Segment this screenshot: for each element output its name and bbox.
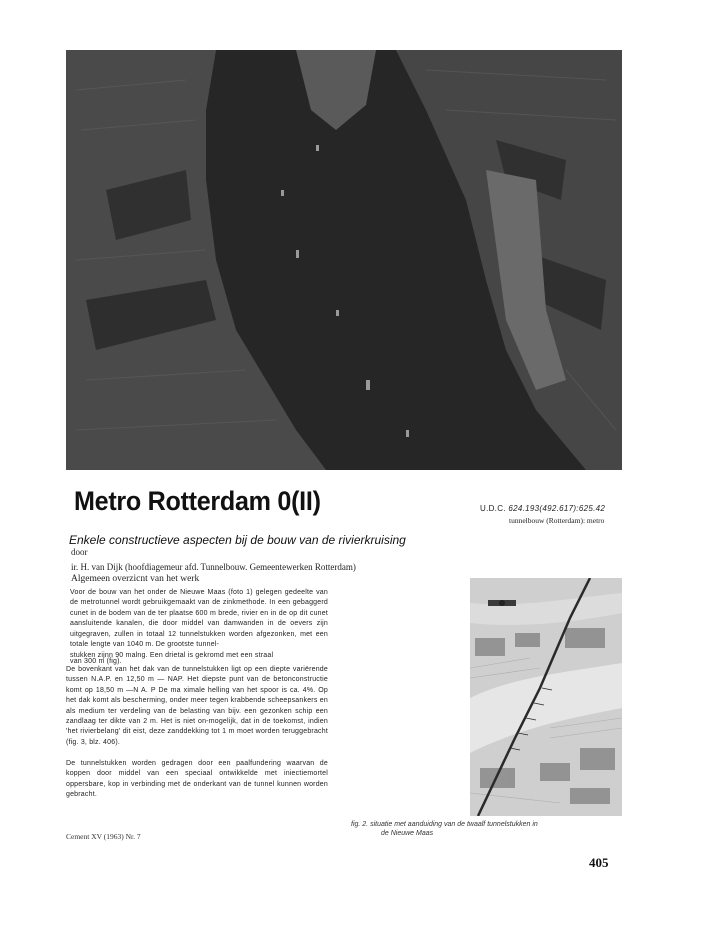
- body-paragraph-2: [66, 665, 328, 748]
- section-heading: Algemeen overzicnt van het werk: [71, 574, 200, 584]
- figure-caption-line-1: fig. 2. situatie met aanduiding van de twaalf tunnelstukken in: [351, 821, 538, 828]
- page-number: 405: [589, 855, 609, 870]
- figure-2-situation-map: [470, 578, 622, 816]
- body-paragraph-1: [70, 588, 328, 650]
- body-paragraph-1-overlap: [70, 653, 328, 665]
- author-line: ir. H. van Dijk (hoofdiagemeur afd. Tunnelbouw. Gemeentewerken Rotterdam): [71, 562, 356, 572]
- paragraph-1-text: Voor de bouw van het onder de Nieuwe Maas (foto 1) gelegen gedeelte van de metrotunnel wordt gebruikgemaakt van de zinkmethode. In een gebaggerd cunet in de bodem van de ter plaatse 600 m brede, rivier en in de op dit cunet aansluitende kanalen, die door middel van damwanden in de oevers zijn uitgegraven, zullen in totaal 12 tunnelstukken worden afgezonken, met een totale lengte van 1040 m. De grootste tunnel-: [70, 589, 328, 649]
- journal-footer: Cement XV (1963) Nr. 7: [66, 832, 141, 841]
- byline-door: door: [71, 547, 88, 557]
- body-paragraph-3: [66, 759, 328, 801]
- paragraph-2-text: De bovenkant van het dak van de tunnelstukken ligt op een diepte variërende tussen N.A.P. en 12,50 m — NAP. Het diepste punt van de betonconstructie komt op 18,50 m —N A. P De ma ximale helling van het spoor is ca. 4%. Op het dak komt als bescherming, onder meer tegen krabbende scheepsankers en als medium ter verdeling van de belasting van bijv. een gezonken schip een zandlaag ter dikte van 2 m. Het is niet on-mogelijk, dat in de toekomst, indien 'het rivierbelang' dit eist, deze zanddekking tot 1 m moet worden teruggebracht (fig. 3, blz. 406).: [66, 666, 328, 746]
- figure-2-caption: [351, 820, 581, 838]
- paragraph-1-overlap-b: van 300 m (fig).: [70, 658, 122, 665]
- paragraph-3-text: De tunnelstukken worden gedragen door een paalfundering waarvan de koppen door middel van een speciaal ontwikkelde met iniectiemortel oppersbare, kop in verbinding met de onderkant van de tunnel kunnen worden gebracht.: [66, 760, 328, 799]
- paragraph-1-overlap-a: stukken zijnn 90 malng. Een drietal is gekromd met een straal: [70, 652, 274, 659]
- udc-prefix: U.D.C.: [480, 504, 506, 513]
- article-subtitle: Enkele constructieve aspecten bij de bouw van de rivierkruising: [69, 533, 406, 547]
- aerial-photo-rotterdam: [66, 50, 622, 470]
- udc-classification: [480, 504, 605, 513]
- udc-subject: tunnelbouw (Rotterdam): metro: [509, 516, 605, 525]
- article-title: Metro Rotterdam 0(II): [74, 486, 321, 516]
- udc-code: 624.193(492.617):625.42: [508, 504, 606, 513]
- figure-caption-line-2: de Nieuwe Maas: [381, 830, 434, 837]
